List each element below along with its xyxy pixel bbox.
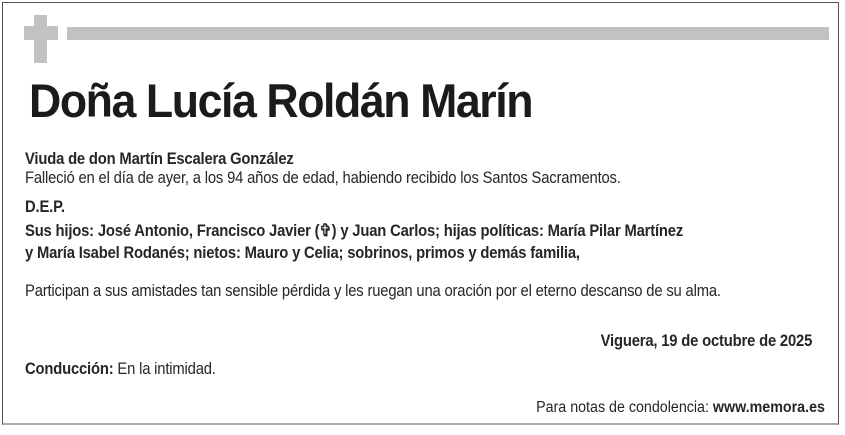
place-date-line: Viguera, 19 de octubre de 2025 bbox=[600, 331, 812, 350]
header-bar bbox=[67, 27, 829, 40]
deceased-name-title: Doña Lucía Roldán Marín bbox=[29, 74, 533, 127]
death-announcement-line: Falleció en el día de ayer, a los 94 años de edad, habiendo recibido los Santos Sacramentos. bbox=[25, 168, 621, 187]
conduction-line bbox=[25, 358, 216, 380]
condolence-label: Para notas de condolencia: bbox=[536, 399, 713, 416]
participation-line: Participan a sus amistades tan sensible pérdida y les ruegan una oración por el eterno descanso de su alma. bbox=[25, 281, 721, 300]
conduction-text: En la intimidad. bbox=[113, 359, 216, 378]
family-paragraph bbox=[25, 220, 683, 264]
conduction-label: Conducción: bbox=[25, 359, 114, 378]
condolence-website: www.memora.es bbox=[712, 399, 825, 416]
family-line-1: Sus hijos: José Antonio, Francisco Javier (✞) y Juan Carlos; hijas políticas: María Pilar Martínez bbox=[25, 221, 684, 240]
relationship-line: Viuda de don Martín Escalera González bbox=[25, 149, 294, 168]
family-line-2: y María Isabel Rodanés; nietos: Mauro y Celia; sobrinos, primos y demás familia, bbox=[25, 243, 580, 262]
condolence-footer bbox=[536, 398, 825, 418]
dep-abbreviation: D.E.P. bbox=[25, 197, 65, 216]
